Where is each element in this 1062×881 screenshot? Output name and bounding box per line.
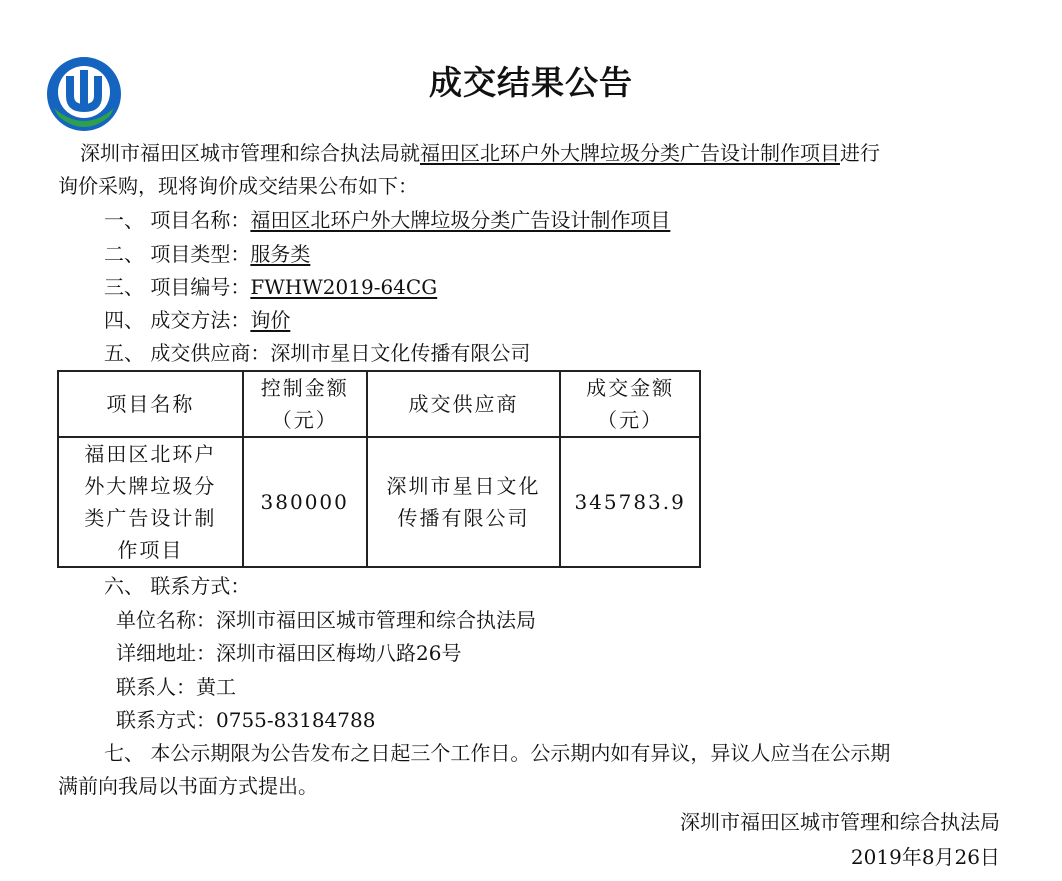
table-cell-control-amount: 380000: [243, 437, 367, 567]
table-header-cell: 成交金额（元）: [560, 371, 700, 437]
item-project-name: [104, 206, 670, 234]
item-project-code: [104, 273, 437, 301]
item-project-code-label: 三、 项目编号：: [104, 275, 251, 299]
table-cell-deal-amount: 345783.9: [560, 437, 700, 567]
table-cell-project: 福田区北环户外大牌垃圾分类广告设计制作项目: [58, 437, 243, 567]
item-deal-method-label: 四、 成交方法：: [104, 308, 251, 332]
intro-paragraph-line1: [80, 139, 880, 167]
table-row: [58, 437, 700, 567]
item-project-name-value[interactable]: 福田区北环户外大牌垃圾分类广告设计制作项目: [250, 208, 671, 232]
item-project-name-label: 一、 项目名称：: [104, 208, 251, 232]
table-cell-supplier: 深圳市星日文化传播有限公司: [367, 437, 561, 567]
intro-project-link[interactable]: 福田区北环户外大牌垃圾分类广告设计制作项目: [420, 141, 840, 165]
notice-line2: 满前向我局以书面方式提出。: [58, 774, 318, 798]
item-project-type-value[interactable]: 服务类: [250, 242, 311, 266]
contact-address: 详细地址：深圳市福田区梅坳八路26号: [116, 641, 462, 665]
intro-prefix: 深圳市福田区城市管理和综合执法局就: [80, 141, 420, 165]
footer-organization: 深圳市福田区城市管理和综合执法局: [680, 810, 1000, 834]
table-header-cell: 控制金额（元）: [243, 371, 367, 437]
contact-phone: 联系方式：0755-83184788: [116, 708, 376, 732]
contact-unit: 单位名称：深圳市福田区城市管理和综合执法局: [116, 608, 536, 632]
table-header-cell: 成交供应商: [367, 371, 561, 437]
table-header-cell: 项目名称: [58, 371, 243, 437]
page-title: 成交结果公告: [429, 63, 633, 102]
item-deal-method: [104, 306, 290, 334]
item-project-type-label: 二、 项目类型：: [104, 242, 251, 266]
footer-date: 2019年8月26日: [850, 845, 1000, 869]
result-table: [57, 370, 701, 568]
item-supplier: 五、 成交供应商：深圳市星日文化传播有限公司: [104, 341, 531, 365]
item-project-type: [104, 240, 310, 268]
intro-suffix: 进行: [840, 141, 880, 165]
table-header-row: [58, 371, 700, 437]
contact-person: 联系人：黄工: [116, 675, 236, 699]
item-project-code-value[interactable]: FWHW2019-64CG: [250, 275, 438, 299]
contact-heading: 六、 联系方式：: [104, 574, 251, 598]
notice-line1: 七、 本公示期限为公告发布之日起三个工作日。公示期内如有异议，异议人应当在公示期: [104, 741, 891, 765]
intro-paragraph-line2: 询价采购，现将询价成交结果公布如下：: [58, 174, 418, 198]
item-deal-method-value[interactable]: 询价: [250, 308, 291, 332]
